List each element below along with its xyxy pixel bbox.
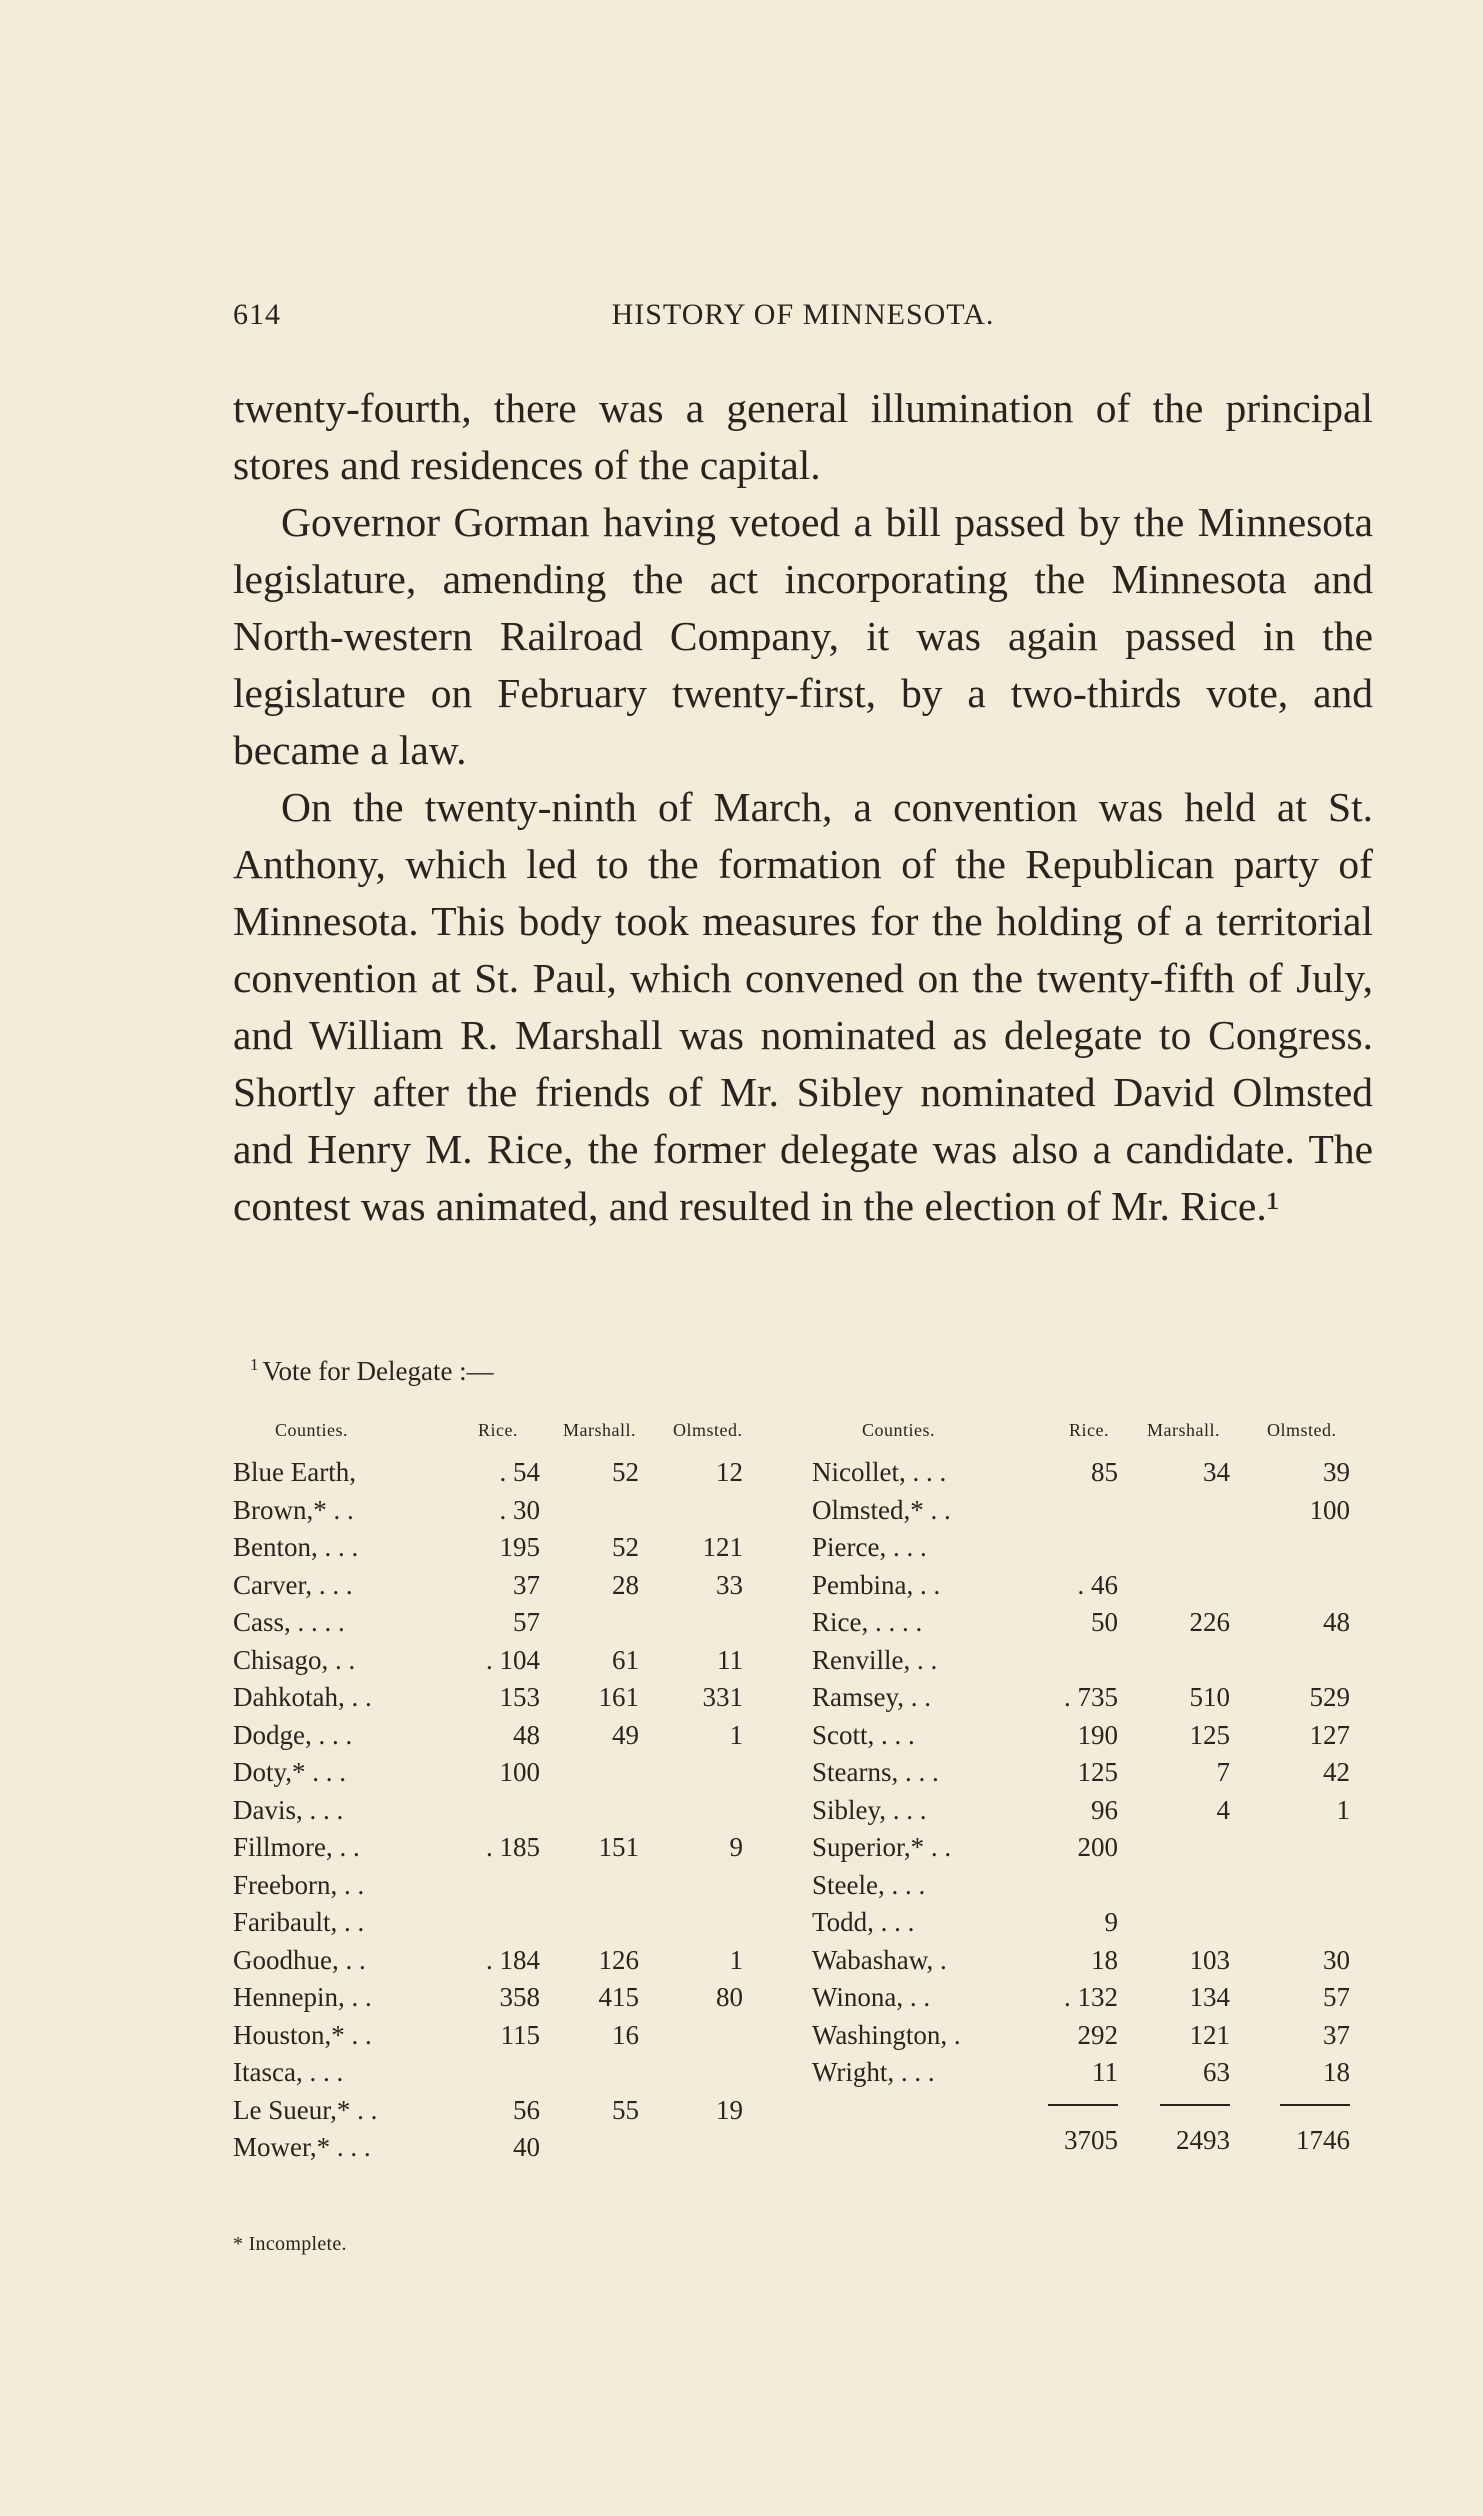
table-row <box>233 1904 793 1942</box>
header-olmsted: Olmsted. <box>673 1420 743 1440</box>
rice-votes: 100 <box>499 1757 540 1787</box>
county-name: Pembina, . . <box>812 1569 941 1600</box>
footnote-intro <box>250 1355 494 1387</box>
rice-votes: 11 <box>1092 2057 1118 2087</box>
table-row <box>233 1492 793 1530</box>
county-name: Davis, . . . <box>233 1794 344 1825</box>
header-marshall: Marshall. <box>563 1420 636 1440</box>
rice-votes: . 30 <box>499 1494 540 1525</box>
county-name: Superior,* . . <box>812 1832 952 1862</box>
marshall-votes: 28 <box>612 1569 639 1600</box>
table-row <box>233 1942 793 1980</box>
table-row <box>233 2092 793 2130</box>
rule-olmsted <box>1280 2104 1350 2106</box>
rice-votes: 292 <box>1077 2019 1118 2050</box>
rice-votes: 37 <box>513 1569 540 1600</box>
paragraph: Governor Gorman having vetoed a bill passed by the Minnesota legislature, amending the act incorporating the Minnesota and North-western Railroad Company, it was again passed in the legislature on February twenty-first, by a two-thirds vote, and became a law. <box>233 499 1373 773</box>
incomplete-note: * Incomplete. <box>233 2233 347 2255</box>
olmsted-votes: 331 <box>702 1682 743 1712</box>
table-row <box>233 1679 793 1717</box>
rule-marshall <box>1160 2104 1230 2106</box>
page-number: 614 <box>233 298 281 331</box>
vote-table-left <box>233 1420 793 2167</box>
county-name: Brown,* . . <box>233 1494 354 1525</box>
marshall-votes: 121 <box>1189 2019 1230 2050</box>
table-row <box>812 2054 1372 2092</box>
table-row <box>812 1492 1372 1530</box>
county-name: Fillmore, . . <box>233 1832 360 1862</box>
olmsted-votes: 121 <box>702 1532 743 1562</box>
county-name: Renville, . . <box>812 1644 938 1675</box>
rice-votes: . 104 <box>486 1644 540 1675</box>
county-name: Washington, . <box>812 2019 961 2050</box>
table-row <box>233 2017 793 2055</box>
county-name: Faribault, . . <box>233 1907 365 1937</box>
marshall-votes: 55 <box>612 2094 639 2125</box>
footnote-text: Vote for Delegate :— <box>262 1356 494 1386</box>
county-name: Todd, . . . <box>812 1907 915 1937</box>
table-row <box>812 1979 1372 2017</box>
total-marshall: 2493 <box>1176 2124 1230 2155</box>
marshall-votes: 134 <box>1189 1982 1230 2012</box>
rice-votes: . 184 <box>486 1944 540 1975</box>
running-title: HISTORY OF MINNESOTA. <box>611 298 995 331</box>
table-row <box>233 1754 793 1792</box>
table-row <box>233 1642 793 1680</box>
county-name: Houston,* . . <box>233 2019 372 2050</box>
county-name: Scott, . . . <box>812 1719 915 1750</box>
rice-votes: 40 <box>513 2132 540 2162</box>
table-row <box>812 1679 1372 1717</box>
table-row <box>812 1717 1372 1755</box>
olmsted-votes: 33 <box>716 1569 743 1600</box>
olmsted-votes: 18 <box>1323 2057 1350 2087</box>
marshall-votes: 63 <box>1203 2057 1230 2087</box>
marshall-votes: 161 <box>598 1682 639 1712</box>
table-row <box>812 1792 1372 1830</box>
table-row <box>233 1604 793 1642</box>
county-name: Benton, . . . <box>233 1532 359 1562</box>
rice-votes: 18 <box>1091 1944 1118 1975</box>
table-row <box>812 1567 1372 1605</box>
marshall-votes: 7 <box>1216 1757 1230 1787</box>
rice-votes: . 54 <box>499 1457 540 1487</box>
county-name: Blue Earth, <box>233 1457 356 1487</box>
table-body <box>233 1454 793 2167</box>
county-name: Nicollet, . . . <box>812 1457 947 1487</box>
table-row <box>233 1717 793 1755</box>
table-row <box>812 1642 1372 1680</box>
county-name: Dodge, . . . <box>233 1719 353 1750</box>
rice-votes: . 46 <box>1077 1569 1118 1600</box>
table-header <box>812 1420 1372 1454</box>
rice-votes: 85 <box>1091 1457 1118 1487</box>
paragraph: On the twenty-ninth of March, a convention was held at St. Anthony, which led to the formation of the Republican party of Minnesota. This body took measures for the holding of a territorial convention at St. Paul, which convened on the twenty-fifth of July, and William R. Marshall was nominated as delegate to Congress. Shortly after the friends of Mr. Sibley nominated David Olmsted and Henry M. Rice, the former delegate was also a candidate. The contest was animated, and resulted in the election of Mr. Rice.¹ <box>233 784 1373 1229</box>
county-name: Olmsted,* . . <box>812 1494 951 1525</box>
olmsted-votes: 11 <box>717 1644 743 1675</box>
header-rice: Rice. <box>1069 1420 1109 1440</box>
marshall-votes: 126 <box>598 1944 639 1975</box>
vote-table-right <box>812 1420 1372 2160</box>
olmsted-votes: 1 <box>1336 1794 1350 1825</box>
county-name: Doty,* . . . <box>233 1757 346 1787</box>
table-row <box>233 1567 793 1605</box>
rice-votes: 115 <box>500 2019 540 2050</box>
olmsted-votes: 30 <box>1323 1944 1350 1975</box>
body-text <box>233 380 1373 1235</box>
county-name: Le Sueur,* . . <box>233 2094 378 2125</box>
county-name: Cass, . . . . <box>233 1607 345 1637</box>
table-row <box>233 1867 793 1905</box>
rice-votes: 56 <box>513 2094 540 2125</box>
rice-votes: 50 <box>1091 1607 1118 1637</box>
table-row <box>812 2017 1372 2055</box>
table-row <box>812 1829 1372 1867</box>
header-counties: Counties. <box>275 1420 349 1440</box>
table-row <box>233 1829 793 1867</box>
table-body <box>812 1454 1372 2092</box>
olmsted-votes: 48 <box>1323 1607 1350 1637</box>
header-marshall: Marshall. <box>1147 1420 1220 1440</box>
footnote-marker: 1 <box>250 1355 259 1374</box>
table-row <box>812 1867 1372 1905</box>
table-row <box>812 1904 1372 1942</box>
rice-votes: 96 <box>1091 1794 1118 1825</box>
olmsted-votes: 80 <box>716 1982 743 2012</box>
olmsted-votes: 12 <box>716 1457 743 1487</box>
marshall-votes: 125 <box>1189 1719 1230 1750</box>
table-row <box>233 1792 793 1830</box>
county-name: Rice, . . . . <box>812 1607 923 1637</box>
olmsted-votes: 1 <box>729 1719 743 1750</box>
marshall-votes: 226 <box>1189 1607 1230 1637</box>
olmsted-votes: 9 <box>729 1832 743 1862</box>
rice-votes: 125 <box>1077 1757 1118 1787</box>
total-olmsted: 1746 <box>1296 2124 1350 2155</box>
marshall-votes: 415 <box>598 1982 639 2012</box>
county-name: Pierce, . . . <box>812 1532 927 1562</box>
table-row <box>233 2129 793 2167</box>
county-name: Steele, . . . <box>812 1869 926 1900</box>
table-row <box>812 1754 1372 1792</box>
table-row <box>812 1454 1372 1492</box>
rice-votes: 195 <box>499 1532 540 1562</box>
county-name: Freeborn, . . <box>233 1869 365 1900</box>
marshall-votes: 16 <box>612 2019 639 2050</box>
county-name: Carver, . . . <box>233 1569 353 1600</box>
header-rice: Rice. <box>478 1420 518 1440</box>
header-olmsted: Olmsted. <box>1267 1420 1337 1440</box>
county-name: Hennepin, . . <box>233 1982 372 2012</box>
olmsted-votes: 42 <box>1323 1757 1350 1787</box>
county-name: Goodhue, . . <box>233 1944 366 1975</box>
rice-votes: 358 <box>499 1982 540 2012</box>
marshall-votes: 49 <box>612 1719 639 1750</box>
county-name: Chisago, . . <box>233 1644 356 1675</box>
totals-row <box>812 2120 1372 2160</box>
olmsted-votes: 1 <box>729 1944 743 1975</box>
table-row <box>812 1604 1372 1642</box>
county-name: Winona, . . <box>812 1982 931 2012</box>
county-name: Wright, . . . <box>812 2057 935 2087</box>
county-name: Sibley, . . . <box>812 1794 927 1825</box>
marshall-votes: 103 <box>1189 1944 1230 1975</box>
table-row <box>233 1454 793 1492</box>
rice-votes: 200 <box>1077 1832 1118 1862</box>
table-row <box>812 1529 1372 1567</box>
rule-rice <box>1048 2104 1118 2106</box>
table-row <box>233 2054 793 2092</box>
rice-votes: 9 <box>1104 1907 1118 1937</box>
marshall-votes: 151 <box>598 1832 639 1862</box>
table-header <box>233 1420 793 1454</box>
county-name: Wabashaw, . <box>812 1944 947 1975</box>
olmsted-votes: 57 <box>1323 1982 1350 2012</box>
table-row <box>233 1979 793 2017</box>
olmsted-votes: 19 <box>716 2094 743 2125</box>
olmsted-votes: 39 <box>1323 1457 1350 1487</box>
marshall-votes: 510 <box>1189 1682 1230 1712</box>
olmsted-votes: 127 <box>1309 1719 1350 1750</box>
rice-votes: . 185 <box>486 1832 540 1862</box>
header-counties: Counties. <box>862 1420 936 1440</box>
county-name: Stearns, . . . <box>812 1757 939 1787</box>
olmsted-votes: 529 <box>1309 1682 1350 1712</box>
marshall-votes: 61 <box>612 1644 639 1675</box>
marshall-votes: 34 <box>1203 1457 1230 1487</box>
rice-votes: 57 <box>513 1607 540 1637</box>
olmsted-votes: 37 <box>1323 2019 1350 2050</box>
table-row <box>233 1529 793 1567</box>
marshall-votes: 52 <box>612 1532 639 1562</box>
county-name: Dahkotah, . . <box>233 1682 372 1712</box>
olmsted-votes: 100 <box>1309 1494 1350 1525</box>
table-row <box>812 1942 1372 1980</box>
rice-votes: . 132 <box>1064 1982 1118 2012</box>
marshall-votes: 4 <box>1216 1794 1230 1825</box>
county-name: Ramsey, . . <box>812 1682 931 1712</box>
marshall-votes: 52 <box>612 1457 639 1487</box>
total-rule <box>812 2092 1372 2120</box>
paragraph: twenty-fourth, there was a general illumination of the principal stores and residences of the capital. <box>233 385 1373 488</box>
rice-votes: 153 <box>499 1682 540 1712</box>
rice-votes: 48 <box>513 1719 540 1750</box>
county-name: Itasca, . . . <box>233 2057 344 2087</box>
total-rice: 3705 <box>1064 2124 1118 2155</box>
rice-votes: . 735 <box>1064 1682 1118 1712</box>
rice-votes: 190 <box>1077 1719 1118 1750</box>
county-name: Mower,* . . . <box>233 2132 371 2162</box>
